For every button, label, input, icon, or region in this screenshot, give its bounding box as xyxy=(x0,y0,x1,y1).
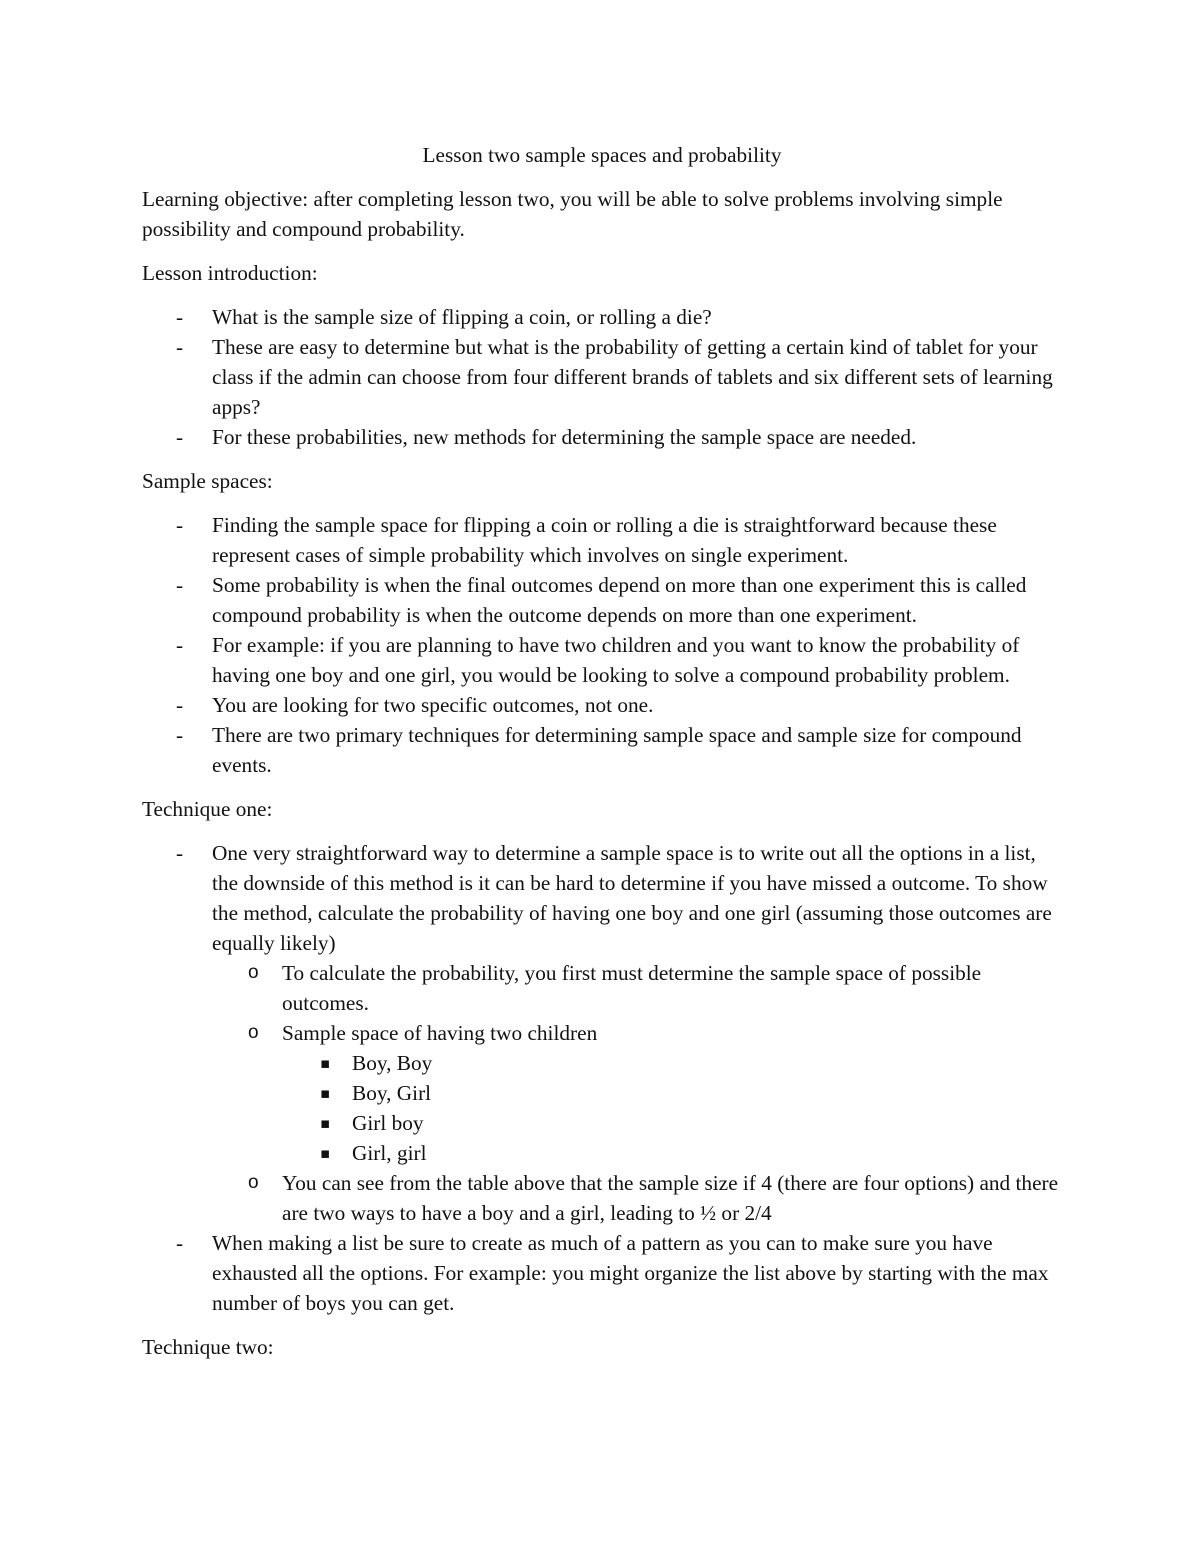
square-bullet: ▪ xyxy=(320,1054,331,1072)
outcome-item xyxy=(282,1108,1062,1138)
dash-bullet: - xyxy=(176,693,184,717)
sample-spaces-list xyxy=(142,510,1062,780)
list-item-text: These are easy to determine but what is the probability of getting a certain kind of tablet for your class if the admin can choose from four different brands of tablets and six different sets of learning apps? xyxy=(212,335,1053,419)
outcomes-list xyxy=(282,1048,1062,1168)
list-item xyxy=(142,302,1062,332)
dash-bullet: - xyxy=(176,573,184,597)
list-item xyxy=(142,720,1062,780)
square-bullet: ▪ xyxy=(320,1144,331,1162)
outcome-item xyxy=(282,1078,1062,1108)
list-item xyxy=(142,422,1062,452)
square-bullet: ▪ xyxy=(320,1114,331,1132)
dash-bullet: - xyxy=(176,841,184,865)
list-item xyxy=(142,332,1062,422)
learning-objective: Learning objective: after completing lesson two, you will be able to solve problems involving simple possibility and compound probability. xyxy=(142,187,1003,241)
list-item xyxy=(142,838,1062,1228)
sub-list-item xyxy=(212,1168,1062,1228)
list-item-text: One very straightforward way to determine a sample space is to write out all the options in a list, the downside of this method is it can be hard to determine if you have missed a outcome. To show the method, calculate the probability of having one boy and one girl (assuming those outcomes are equally likely) xyxy=(212,841,1052,955)
circle-bullet: o xyxy=(248,1022,259,1043)
list-item-text: Finding the sample space for flipping a coin or rolling a die is straightforward because these represent cases of simple probability which involves on single experiment. xyxy=(212,513,997,567)
list-item-text: You are looking for two specific outcomes, not one. xyxy=(212,693,654,717)
sub-list-item-text: Sample space of having two children xyxy=(282,1021,598,1045)
sub-list xyxy=(212,958,1062,1228)
outcome-item xyxy=(282,1048,1062,1078)
square-bullet: ▪ xyxy=(320,1084,331,1102)
dash-bullet: - xyxy=(176,305,184,329)
sub-list-item-text: To calculate the probability, you first must determine the sample space of possible outcomes. xyxy=(282,961,982,1015)
list-item xyxy=(142,690,1062,720)
sample-spaces-heading: Sample spaces: xyxy=(142,469,273,493)
technique-one-heading: Technique one: xyxy=(142,797,273,821)
list-item-text: For example: if you are planning to have two children and you want to know the probability of having one boy and one girl, you would be looking to solve a compound probability problem. xyxy=(212,633,1020,687)
dash-bullet: - xyxy=(176,335,184,359)
sub-list-item xyxy=(212,1018,1062,1168)
dash-bullet: - xyxy=(176,1231,184,1255)
dash-bullet: - xyxy=(176,633,184,657)
list-item-text: There are two primary techniques for determining sample space and sample size for compound events. xyxy=(212,723,1022,777)
document-content xyxy=(142,140,1062,1376)
technique-two-heading: Technique two: xyxy=(142,1335,274,1359)
list-item xyxy=(142,630,1062,690)
outcome-text: Girl boy xyxy=(352,1111,424,1135)
list-item-text: What is the sample size of flipping a coin, or rolling a die? xyxy=(212,305,712,329)
circle-bullet: o xyxy=(248,962,259,983)
list-item-text: Some probability is when the final outcomes depend on more than one experiment this is called compound probability is when the outcome depends on more than one experiment. xyxy=(212,573,1027,627)
outcome-text: Boy, Girl xyxy=(352,1081,432,1105)
list-item xyxy=(142,570,1062,630)
outcome-item xyxy=(282,1138,1062,1168)
list-item xyxy=(142,1228,1062,1318)
list-item-text: For these probabilities, new methods for determining the sample space are needed. xyxy=(212,425,917,449)
page-title: Lesson two sample spaces and probability xyxy=(422,143,782,167)
technique-one-list xyxy=(142,838,1062,1318)
list-item-text: When making a list be sure to create as much of a pattern as you can to make sure you have exhausted all the options. For example: you might organize the list above by starting with the max number of boys you can get. xyxy=(212,1231,1049,1315)
sub-list-item-text: You can see from the table above that the sample size if 4 (there are four options) and there are two ways to have a boy and a girl, leading to ½ or 2/4 xyxy=(282,1171,1059,1225)
list-item xyxy=(142,510,1062,570)
outcome-text: Girl, girl xyxy=(352,1141,427,1165)
circle-bullet: o xyxy=(248,1172,259,1193)
outcome-text: Boy, Boy xyxy=(352,1051,433,1075)
dash-bullet: - xyxy=(176,425,184,449)
intro-heading: Lesson introduction: xyxy=(142,261,318,285)
dash-bullet: - xyxy=(176,513,184,537)
dash-bullet: - xyxy=(176,723,184,747)
sub-list-item xyxy=(212,958,1062,1018)
intro-list xyxy=(142,302,1062,452)
